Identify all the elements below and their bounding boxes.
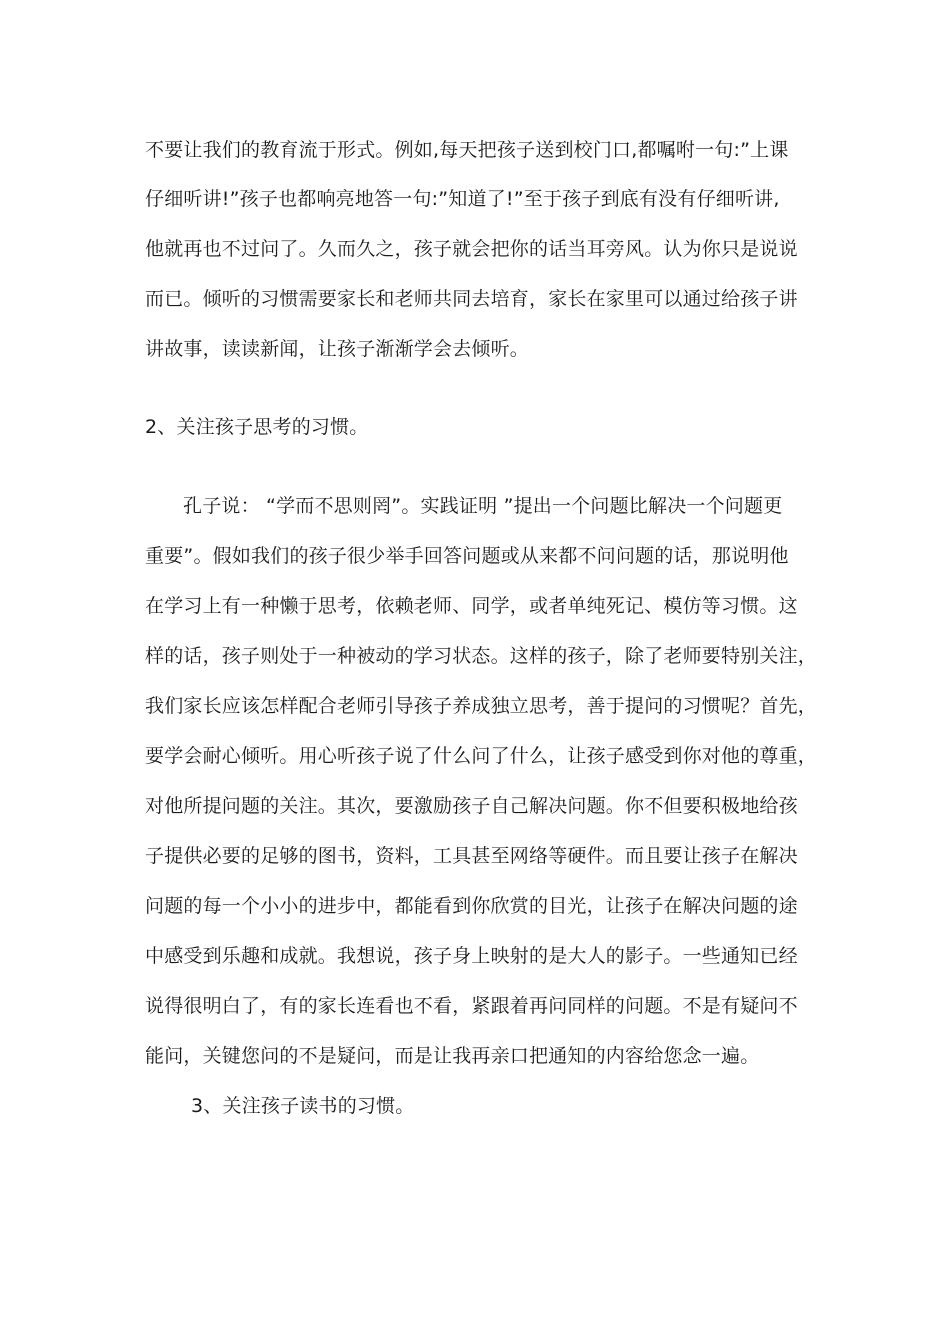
paragraph-2-line-8: 子提供必要的足够的图书，资料，工具甚至网络等硬件。而且要让孩子在解决 — [145, 845, 798, 867]
paragraph-2-line-2: 重要”。假如我们的孩子很少举手回答问题或从来都不问问题的话，那说明他 — [145, 545, 789, 567]
paragraph-1-line-4: 而已。倾听的习惯需要家长和老师共同去培育，家长在家里可以通过给孩子讲 — [145, 288, 798, 310]
paragraph-2-line-11: 说得很明白了，有的家长连看也不看，紧跟着再问同样的问题。不是有疑问不 — [145, 995, 798, 1017]
paragraph-2-line-10: 中感受到乐趣和成就。我想说，孩子身上映射的是大人的影子。一些通知已经 — [145, 945, 798, 967]
paragraph-1-line-1: 不要让我们的教育流于形式。例如,每天把孩子送到校门口,都嘱咐一句:”上课 — [145, 139, 789, 161]
paragraph-2-line-3: 在学习上有一种懒于思考，依赖老师、同学，或者单纯死记、模仿等习惯。这 — [145, 595, 798, 617]
section-heading-3: 3、关注孩子读书的习惯。 — [191, 1095, 415, 1117]
paragraph-2-line-4: 样的话，孩子则处于一种被动的学习状态。这样的孩子，除了老师要特别关注， — [145, 645, 818, 667]
paragraph-1-line-3: 他就再也不过问了。久而久之，孩子就会把你的话当耳旁风。认为你只是说说 — [145, 238, 798, 260]
paragraph-2-line-9: 问题的每一个小小的进步中，都能看到你欣赏的目光，让孩子在解决问题的途 — [145, 895, 798, 917]
paragraph-1-line-5: 讲故事，读读新闻，让孩子渐渐学会去倾听。 — [145, 338, 530, 360]
section-heading-2: 2、关注孩子思考的习惯。 — [145, 416, 369, 438]
paragraph-2-line-7: 对他所提问题的关注。其次，要激励孩子自己解决问题。你不但要积极地给孩 — [145, 795, 798, 817]
paragraph-2-line-5: 我们家长应该怎样配合老师引导孩子养成独立思考，善于提问的习惯呢？首先， — [145, 695, 818, 717]
paragraph-2-line-12: 能问，关键您问的不是疑问，而是让我再亲口把通知的内容给您念一遍。 — [145, 1045, 760, 1067]
paragraph-2-line-6: 要学会耐心倾听。用心听孩子说了什么问了什么，让孩子感受到你对他的尊重， — [145, 745, 818, 767]
paragraph-1-line-2: 仔细听讲!”孩子也都响亮地答一句:”知道了!”至于孩子到底有没有仔细听讲, — [145, 188, 780, 210]
paragraph-2-line-1: 孔子说： “学而不思则罔”。实践证明 ”提出一个问题比解决一个问题更 — [183, 495, 783, 517]
